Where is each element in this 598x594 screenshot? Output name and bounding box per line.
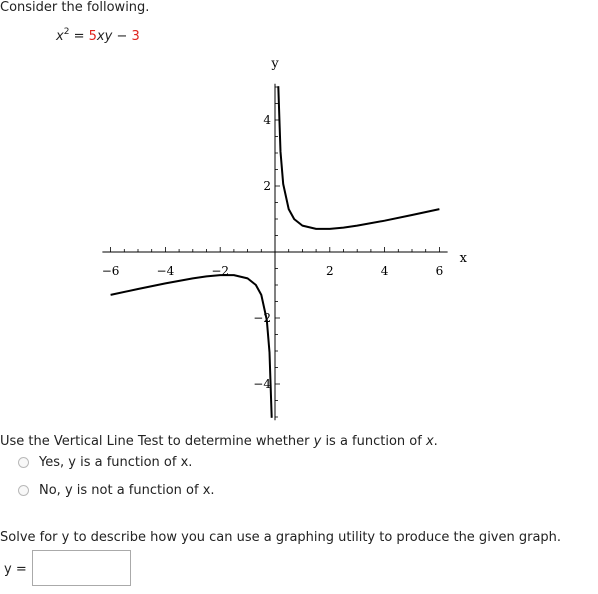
x-tick-label: −2 <box>211 264 230 278</box>
curve-branch-2 <box>111 275 272 418</box>
answer-input[interactable] <box>32 550 131 586</box>
x-tick-label: 6 <box>435 264 444 278</box>
intro-text: Consider the following. <box>0 0 150 15</box>
y-axis-label: y <box>271 56 279 72</box>
equation-exponent: 2 <box>63 27 70 37</box>
y-tick-label: 4 <box>263 113 271 127</box>
equation-lhs-var: x <box>56 29 64 44</box>
x-axis-label: x <box>459 251 467 266</box>
equation-minus: − <box>116 29 128 44</box>
y-tick-label: 2 <box>263 179 271 193</box>
equation-constant: 3 <box>131 29 140 44</box>
x-tick-label: 4 <box>380 264 389 278</box>
equation-equals: = <box>73 29 85 44</box>
option-yes-label: Yes, y is a function of x. <box>39 455 193 470</box>
x-tick-label: 2 <box>325 264 334 278</box>
radio-yes[interactable] <box>18 457 29 468</box>
option-no[interactable] <box>18 483 215 498</box>
option-no-label: No, y is not a function of x. <box>39 483 215 498</box>
solve-prompt: Solve for y to describe how you can use a graphing utility to produce the given graph. <box>0 530 562 545</box>
y-tick-label: −2 <box>253 311 271 325</box>
option-yes[interactable] <box>18 455 192 470</box>
x-tick-label: −6 <box>101 264 120 278</box>
x-tick-label: −4 <box>156 264 175 278</box>
equation-xy: xy <box>96 29 113 44</box>
answer-label: y = <box>4 562 27 577</box>
curve-branch-1 <box>278 86 439 229</box>
equation-coefficient: 5 <box>88 29 97 44</box>
radio-no[interactable] <box>18 485 29 496</box>
vertical-line-test-question: Use the Vertical Line Test to determine whether y is a function of x. <box>0 434 438 449</box>
y-tick-label: −4 <box>253 377 271 391</box>
